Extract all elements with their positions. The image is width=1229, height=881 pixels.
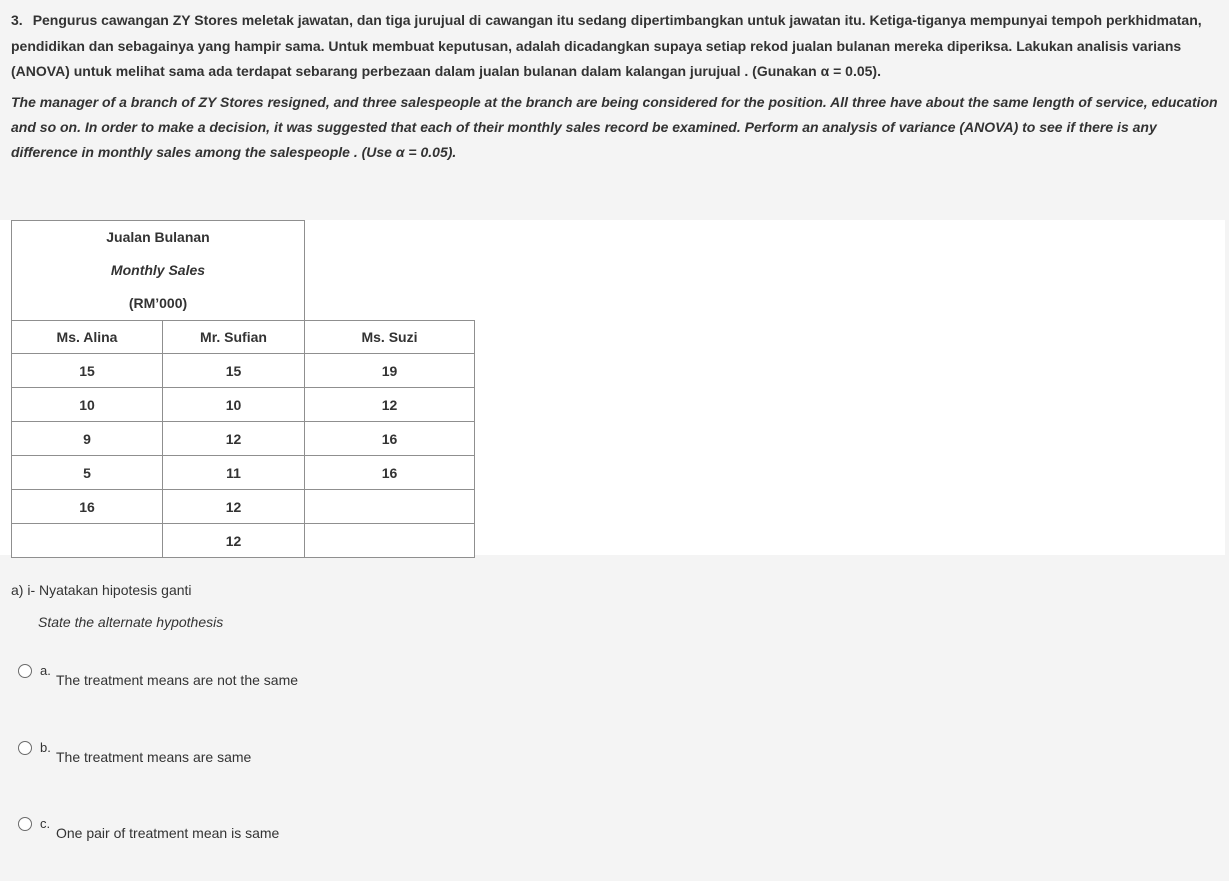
- question-malay-text: Pengurus cawangan ZY Stores meletak jawatan, dan tiga jurujual di cawangan itu sedang dipertimbangkan untuk jawatan itu. Ketiga-tiganya mempunyai tempoh perkhidmatan, pendidikan dan sebagainya yang hampir sama. Untuk membuat keputusan, adalah dicadangkan supaya setiap rekod jualan bulanan mereka diperiksa. Lakukan analisis varians (ANOVA) untuk melihat sama ada terdapat sebarang perbezaan dalam jualan bulanan dalam kalangan jurujual . (Gunakan α = 0.05).: [11, 12, 1202, 79]
- table-cell: [305, 490, 475, 524]
- table-title-english: Monthly Sales: [110, 262, 206, 278]
- sales-table: [11, 220, 475, 558]
- table-row: [12, 354, 475, 388]
- table-cell: 11: [163, 456, 305, 490]
- table-cell: 16: [305, 456, 475, 490]
- table-row: [12, 524, 475, 558]
- radio-button-b[interactable]: [18, 741, 32, 755]
- option-letter-c: c.: [40, 816, 51, 831]
- column-header-suzi: Ms. Suzi: [305, 321, 475, 354]
- table-cell: 16: [12, 490, 163, 524]
- table-unit: (RM’000): [128, 295, 188, 311]
- table-row: [12, 490, 475, 524]
- table-cell: [305, 524, 475, 558]
- table-cell: 12: [305, 388, 475, 422]
- table-row: [12, 388, 475, 422]
- table-cell: 9: [12, 422, 163, 456]
- table-cell: 15: [163, 354, 305, 388]
- table-cell: [12, 524, 163, 558]
- question-malay: [11, 8, 1225, 85]
- table-area: [0, 220, 1225, 555]
- table-title-malay: Jualan Bulanan: [106, 229, 210, 245]
- option-letter-b: b.: [40, 740, 51, 755]
- table-cell: 12: [163, 422, 305, 456]
- subquestion-english: State the alternate hypothesis: [38, 614, 224, 630]
- question-number: 3.: [11, 12, 23, 28]
- table-cell: 5: [12, 456, 163, 490]
- table-cell: 12: [163, 524, 305, 558]
- question-english: The manager of a branch of ZY Stores resigned, and three salespeople at the branch are being considered for the position. All three have about the same length of service, education and so on. In order to make a decision, it was suggested that each of their monthly sales record be examined. Perform an analysis of variance (ANOVA) to see if there is any difference in monthly sales among the salespeople . (Use α = 0.05).: [11, 93, 1218, 160]
- column-header-sufian: Mr. Sufian: [163, 321, 305, 354]
- table-cell: 15: [12, 354, 163, 388]
- table-cell: 10: [163, 388, 305, 422]
- table-cell: 19: [305, 354, 475, 388]
- option-text-a[interactable]: The treatment means are not the same: [56, 672, 299, 688]
- table-cell: 16: [305, 422, 475, 456]
- table-cell: 12: [163, 490, 305, 524]
- column-header-alina: Ms. Alina: [12, 321, 163, 354]
- radio-button-c[interactable]: [18, 817, 32, 831]
- table-cell: 10: [12, 388, 163, 422]
- option-letter-a: a.: [40, 663, 51, 678]
- subquestion-malay: a) i- Nyatakan hipotesis ganti: [11, 582, 192, 598]
- question-text: [11, 8, 1225, 165]
- table-row: [12, 422, 475, 456]
- option-text-b[interactable]: The treatment means are same: [56, 749, 252, 765]
- table-row: [12, 456, 475, 490]
- option-text-c[interactable]: One pair of treatment mean is same: [56, 825, 280, 841]
- radio-button-a[interactable]: [18, 664, 32, 678]
- table-header: [12, 221, 305, 321]
